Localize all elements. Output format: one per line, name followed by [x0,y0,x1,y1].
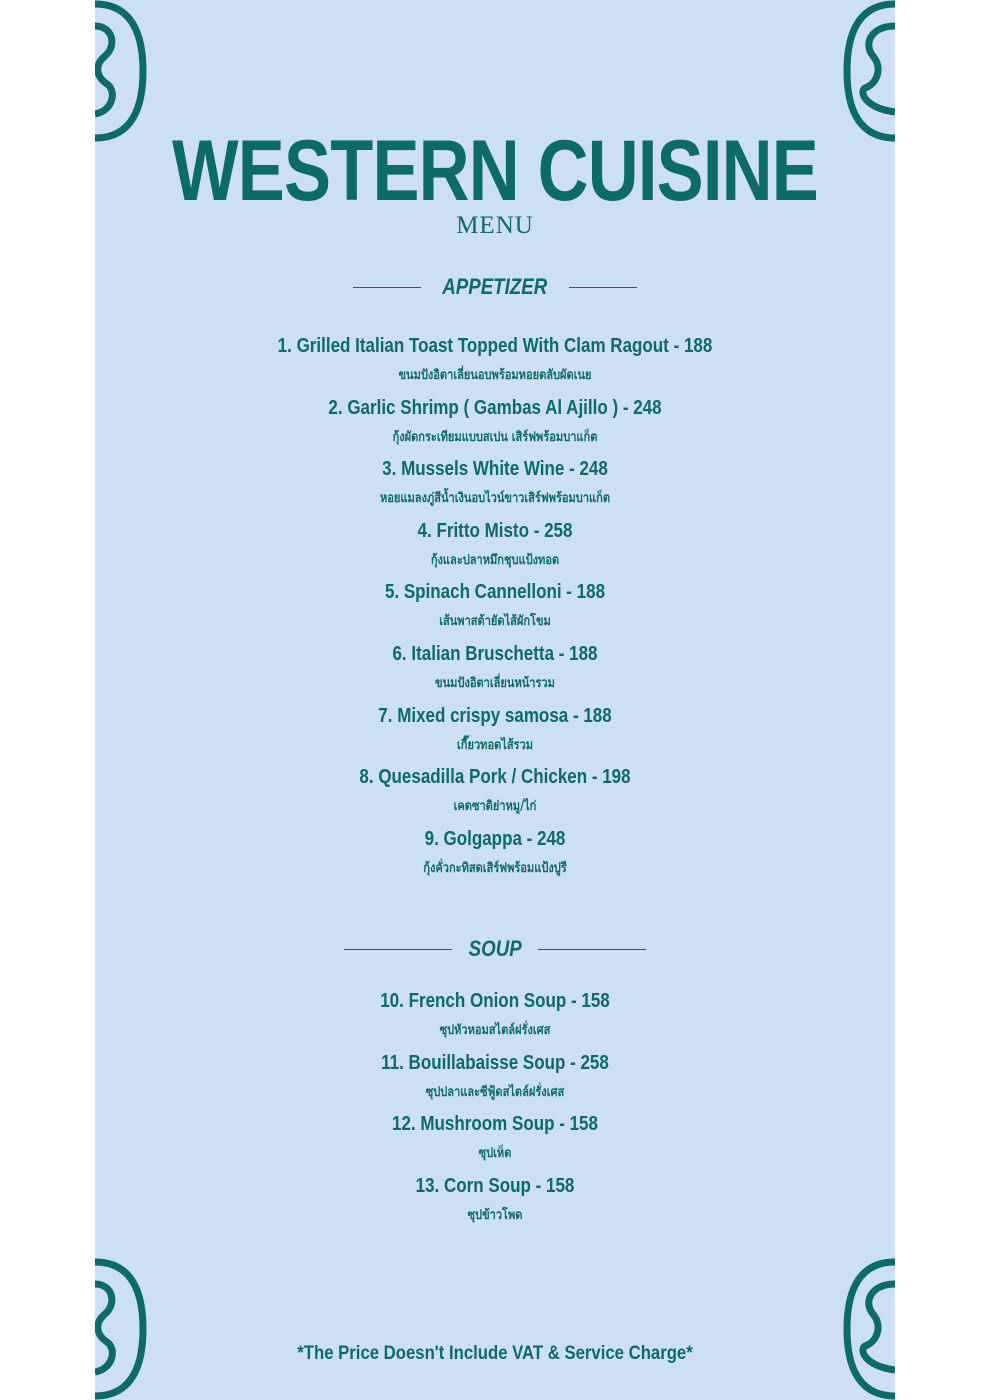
menu-item-name: 4. Fritto Misto - 258 [417,519,573,542]
menu-item-name: 10. French Onion Soup - 158 [380,990,610,1012]
divider [538,949,646,950]
menu-item-thai: ขนมปังอิตาเลี่ยนหน้ารวม [435,675,555,691]
menu-item [95,331,895,393]
menu-item [95,1171,895,1233]
menu-item [95,393,895,455]
menu-item-thai: เคดซาดิย่าหมู/ไก่ [453,799,537,815]
logo-ornament-icon [95,0,165,146]
price-note: *The Price Doesn't Include VAT & Service Charge* [297,1343,693,1364]
page-subtitle: MENU [456,212,534,239]
section-title: APPETIZER [442,274,548,299]
menu-item [95,1048,895,1110]
menu-item-name: 5. Spinach Cannelloni - 188 [384,581,606,604]
menu-item [95,1109,895,1171]
menu-item-name: 2. Garlic Shrimp ( Gambas Al Ajillo ) - 248 [328,396,662,419]
logo-ornament-icon [825,0,895,146]
menu-item [95,454,895,516]
menu-item [95,824,895,886]
menu-item-name: 8. Quesadilla Pork / Chicken - 198 [359,766,631,789]
appetizer-list [95,331,895,885]
menu-item [95,577,895,639]
menu-page [95,0,895,1400]
logo-ornament-icon [95,1254,165,1400]
menu-item-thai: ขนมปังอิตาเลี่ยนอบพร้อมหอยตลับผัดเนย [398,368,592,383]
menu-item-name: 1. Grilled Italian Toast Topped With Clam Ragout - 188 [277,335,713,357]
menu-item-thai: เกี๊ยวทอดไส้รวม [457,737,533,753]
menu-item [95,701,895,763]
menu-item-thai: ซุปเห็ด [478,1146,512,1162]
menu-item-thai: หอยแมลงภู่สีน้ำเงินอบไวน์ขาวเสิร์ฟพร้อมบาแก็ต [379,491,611,507]
soup-list [95,986,895,1232]
menu-item-name: 6. Italian Bruschetta - 188 [392,642,598,665]
section-title: SOUP [468,936,522,961]
menu-item-thai: กุ้งและปลาหมึกชุบแป้งทอด [430,552,560,568]
menu-item-name: 7. Mixed crispy samosa - 188 [378,704,612,727]
menu-item-name: 11. Bouillabaisse Soup - 258 [381,1051,609,1074]
section-header-soup [95,936,895,962]
menu-item-thai: เส้นพาสต้ายัดไส้ผักโขม [439,614,551,630]
menu-item-thai: ซุปข้าวโพด [467,1207,523,1223]
menu-item-name: 12. Mushroom Soup - 158 [392,1113,598,1136]
menu-item-name: 3. Mussels White Wine - 248 [382,458,608,481]
divider [353,287,421,288]
menu-item-name: 13. Corn Soup - 158 [415,1174,575,1197]
divider [344,949,452,950]
logo-ornament-icon [825,1254,895,1400]
menu-item [95,762,895,824]
menu-item-thai: ซุปปลาและซีฟู้ดสไตล์ฝรั่งเศส [425,1084,565,1100]
menu-item [95,639,895,701]
divider [569,287,637,288]
menu-item [95,516,895,578]
menu-item-name: 9. Golgappa - 248 [424,827,566,850]
menu-item-thai: กุ้งผัดกระเทียมแบบสเปน เสิร์ฟพร้อมบาแก็ต [392,429,598,445]
menu-item [95,986,895,1048]
section-header-appetizer [95,274,895,300]
menu-item-thai: ซุปหัวหอมสไตล์ฝรั่งเศส [439,1023,551,1038]
page-title: WESTERN CUISINE [172,123,818,219]
menu-item-thai: กุ้งคั่วกะทิสดเสิร์ฟพร้อมแป้งปูรี [423,860,567,876]
